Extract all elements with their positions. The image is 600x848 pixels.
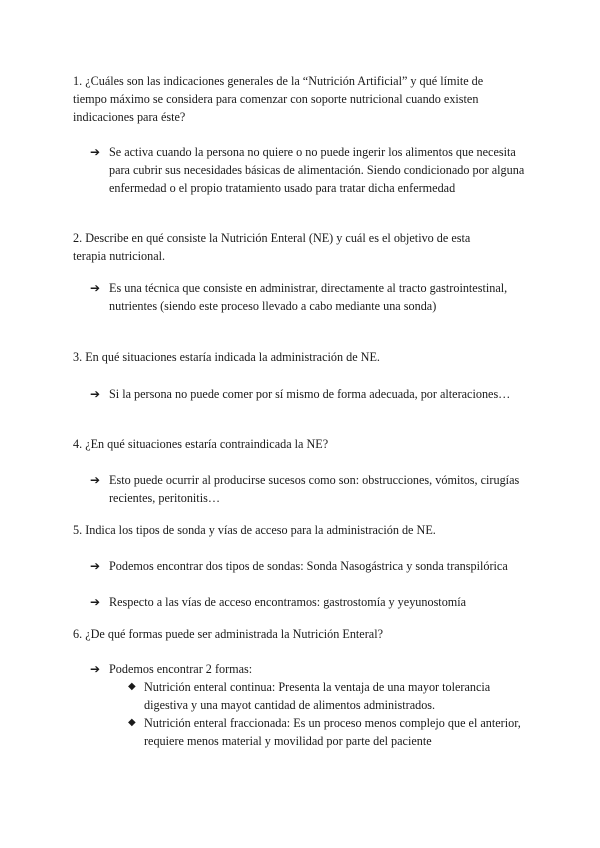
question-1: 1. ¿Cuáles son las indicaciones generales de la “Nutrición Artificial” y qué límite de tiempo máximo se considera para comenzar con soporte nutricional cuando existen indicaciones para éste? [73, 74, 484, 124]
answer-5-text-1: Podemos encontrar dos tipos de sondas: Sonda Nasogástrica y sonda transpilórica [109, 559, 508, 573]
answer-6-bullet [90, 660, 530, 678]
arrow-bullet-icon: ➔ [90, 281, 101, 295]
arrow-bullet-icon: ➔ [90, 145, 101, 159]
answer-6-subtext-1: Nutrición enteral continua: Presenta la ventaja de una mayor tolerancia digestiva y una mayot cantidad de alimentos administrados. [144, 680, 491, 712]
answer-6-subbullet-1 [128, 678, 528, 714]
answer-4-bullet [90, 471, 530, 507]
arrow-bullet-icon: ➔ [90, 662, 101, 676]
arrow-bullet-icon: ➔ [90, 387, 101, 401]
answer-3-text: Si la persona no puede comer por sí mismo de forma adecuada, por alteraciones… [109, 387, 511, 401]
answer-1-text: Se activa cuando la persona no quiere o no puede ingerir los alimentos que necesita para cubrir sus necesidades básicas de alimentación. Siendo condicionado por alguna enfermedad o el propio tratamiento usado para tratar dicha enfermedad [109, 145, 525, 195]
answer-2-bullet [90, 279, 530, 315]
answer-2-text: Es una técnica que consiste en administrar, directamente al tracto gastrointestinal, nutrientes (siendo este proceso llevado a cabo mediante una sonda) [109, 281, 508, 313]
answer-3-bullet [90, 385, 530, 403]
answer-5-text-2: Respecto a las vías de acceso encontramos: gastrostomía y yeyunostomía [109, 595, 467, 609]
answer-5-bullet-2 [90, 593, 530, 611]
question-5: 5. Indica los tipos de sonda y vías de acceso para la administración de NE. [73, 523, 436, 537]
diamond-bullet-icon: ◆ [128, 717, 136, 728]
arrow-bullet-icon: ➔ [90, 595, 101, 609]
answer-6-text: Podemos encontrar 2 formas: [109, 662, 253, 676]
answer-1-bullet [90, 143, 530, 197]
answer-6-subbullet-2 [128, 714, 528, 750]
diamond-bullet-icon: ◆ [128, 681, 136, 692]
answer-5-bullet-1 [90, 557, 530, 575]
answer-6-subtext-2: Nutrición enteral fraccionada: Es un proceso menos complejo que el anterior, requiere menos material y movilidad por parte del paciente [144, 716, 521, 748]
question-2: 2. Describe en qué consiste la Nutrición Enteral (NE) y cuál es el objetivo de esta terapia nutricional. [73, 231, 471, 263]
question-4: 4. ¿En qué situaciones estaría contraindicada la NE? [73, 437, 329, 451]
arrow-bullet-icon: ➔ [90, 559, 101, 573]
arrow-bullet-icon: ➔ [90, 473, 101, 487]
question-3: 3. En qué situaciones estaría indicada la administración de NE. [73, 350, 380, 364]
answer-4-text: Esto puede ocurrir al producirse sucesos como son: obstrucciones, vómitos, cirugías recientes, peritonitis… [109, 473, 520, 505]
question-6: 6. ¿De qué formas puede ser administrada la Nutrición Enteral? [73, 627, 383, 641]
